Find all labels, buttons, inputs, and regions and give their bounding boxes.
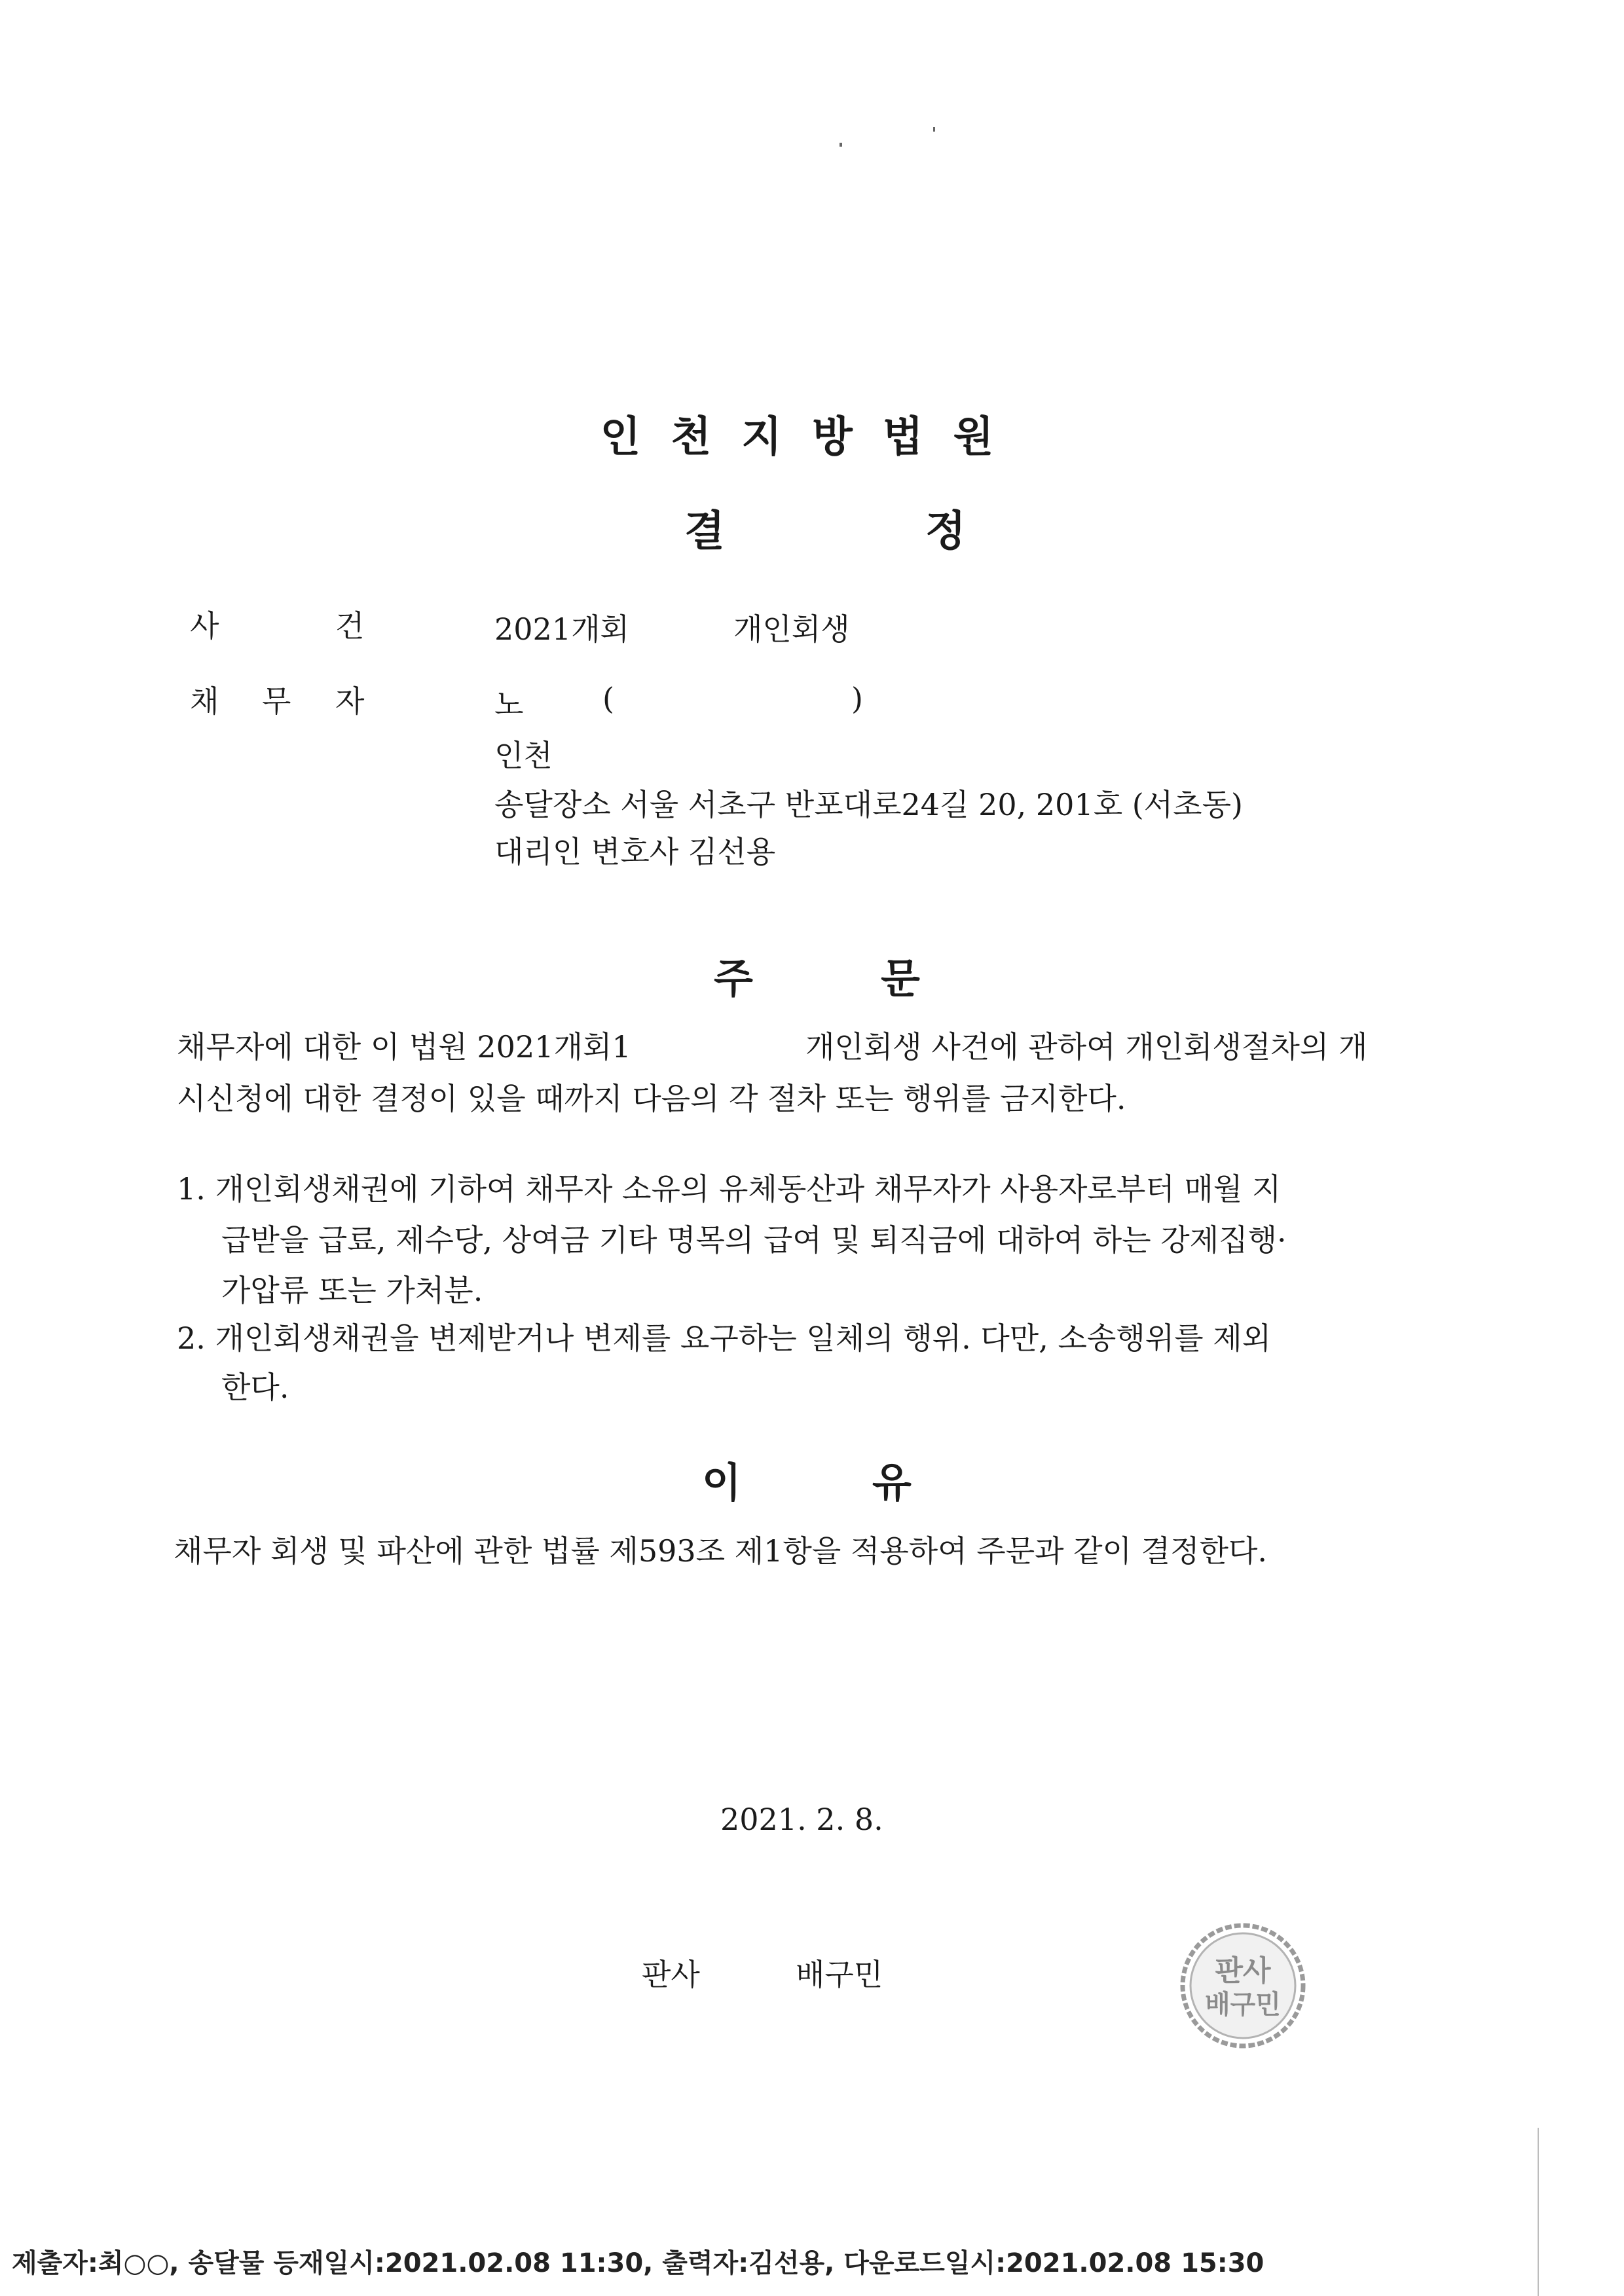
order-heading-left: 주 [714,955,753,1002]
order-item-1-line-2: 급받을 급료, 제수당, 상여금 기타 명목의 급여 및 퇴직금에 대하여 하는 강제집행· [221,1222,1287,1258]
debtor-name: 노 [494,687,524,722]
order-item-2-line-2: 한다. [221,1370,289,1405]
judge-seal [1179,1922,1307,2050]
document-title-left: 결 [684,507,725,556]
svg-text:배구민: 배구민 [1205,1990,1281,2020]
debtor-label-3: 자 [335,683,365,719]
debtor-label-1: 채 [190,683,219,719]
judge-name: 배구민 [796,1957,883,1992]
print-footer: 제출자:최○○, 송달물 등재일시:2021.02.08 11:30, 출력자:김선용, 다운로드일시:2021.02.08 15:30 [12,2248,1264,2278]
order-para-line-1b: 개인회생 사건에 관하여 개인회생절차의 개 [805,1029,1368,1065]
debtor-paren-open: ( [602,681,614,716]
court-name: 인천지방법원 [600,413,1024,462]
decision-date: 2021. 2. 8. [720,1802,883,1837]
reason-heading-left: 이 [702,1459,741,1506]
reason-heading-right: 유 [872,1459,912,1506]
document-title-right: 정 [925,507,966,556]
debtor-paren-close: ) [851,681,863,716]
case-label-2: 건 [335,608,365,644]
debtor-label-2: 무 [262,683,291,719]
case-label-1: 사 [190,608,219,644]
order-item-1-line-3: 가압류 또는 가처분. [221,1273,483,1308]
svg-text:판사: 판사 [1215,1954,1271,1988]
agent: 대리인 변호사 김선용 [494,834,776,869]
reason-text: 채무자 회생 및 파산에 관한 법률 제593조 제1항을 적용하여 주문과 같이 결정한다. [174,1533,1268,1569]
delivery-place: 송달장소 서울 서초구 반포대로24길 20, 201호 (서초동) [494,787,1243,822]
judge-label: 판사 [642,1957,700,1992]
order-para-line-2: 시신청에 대한 결정이 있을 때까지 다음의 각 절차 또는 행위를 금지한다. [177,1081,1126,1116]
scan-edge-line [1538,2128,1539,2296]
order-para-line-1a: 채무자에 대한 이 법원 2021개회1 [177,1029,631,1065]
scan-speck [933,127,935,132]
order-item-2-line-1: 2. 개인회생채권을 변제받거나 변제를 요구하는 일체의 행위. 다만, 소송행위를 제외 [177,1321,1272,1356]
order-item-1-line-1: 1. 개인회생채권에 기하여 채무자 소유의 유체동산과 채무자가 사용자로부터 매월 지 [177,1171,1282,1207]
debtor-address: 인천 [494,738,553,773]
case-number: 2021개회 [494,611,629,647]
scan-speck [840,143,842,147]
order-heading-right: 문 [881,955,920,1002]
case-type: 개인회생 [733,611,850,647]
